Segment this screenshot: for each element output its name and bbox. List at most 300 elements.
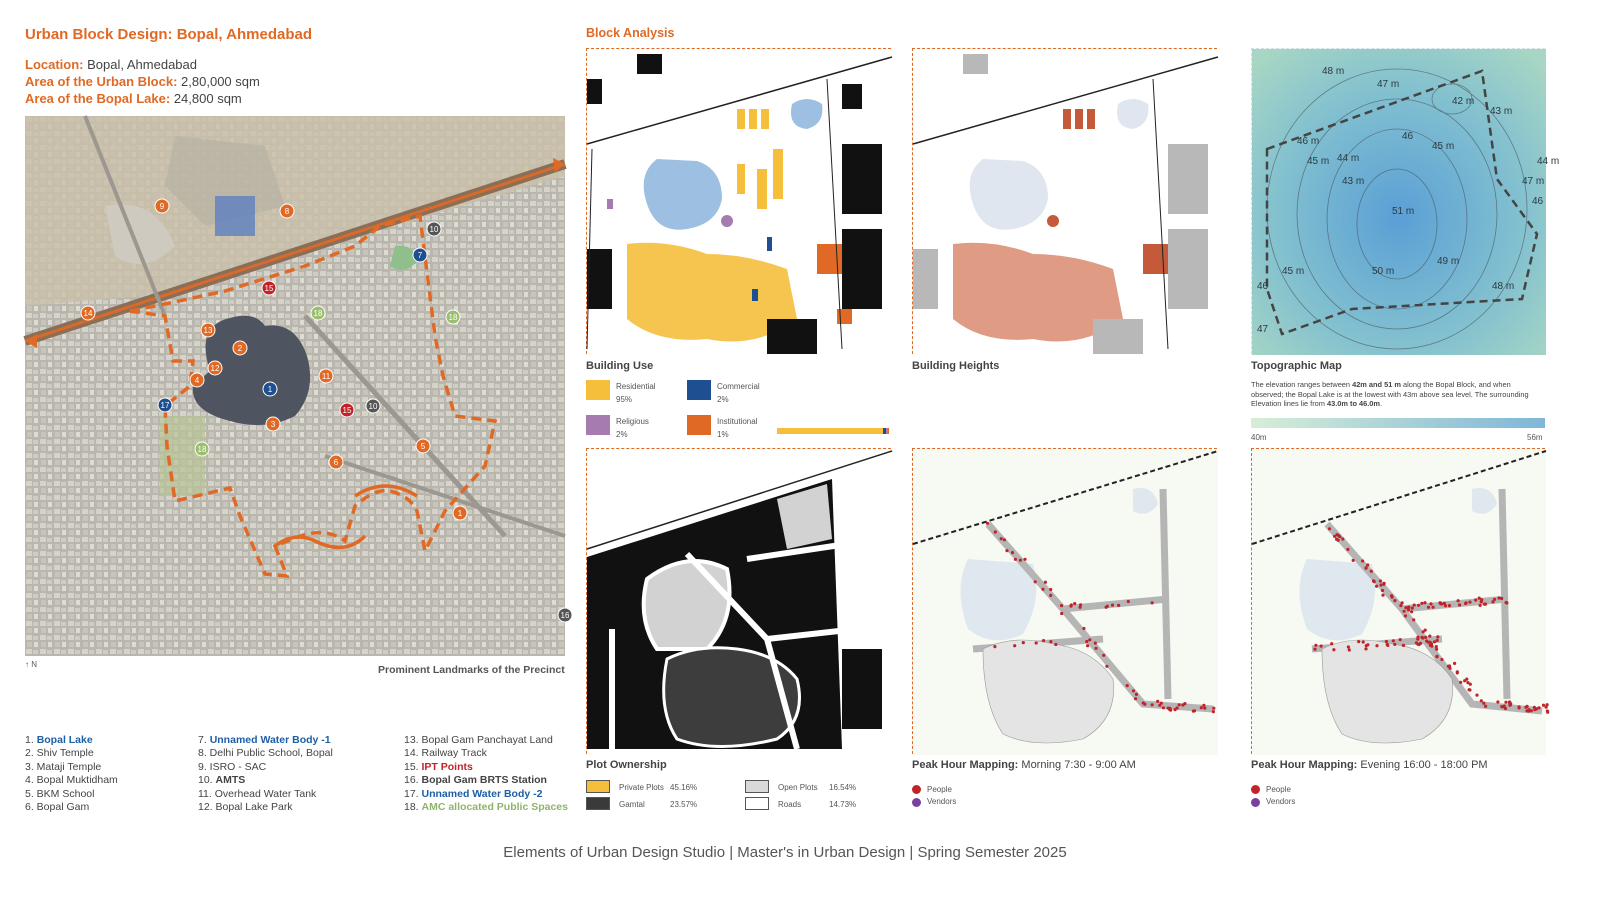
people-point (1429, 641, 1432, 644)
elevation-scale-bar (1251, 418, 1545, 428)
contour-label: 48 m (1492, 281, 1515, 292)
aerial-map-graphic (25, 116, 570, 656)
people-point (1034, 580, 1037, 583)
landmark-marker-18 (311, 306, 325, 320)
people-point (1111, 604, 1114, 607)
people-point (986, 522, 989, 525)
svg-text:1: 1 (267, 385, 273, 394)
people-point (1433, 640, 1436, 643)
people-point (1517, 705, 1520, 708)
svg-text:15: 15 (342, 406, 352, 415)
topographic-graphic (1252, 49, 1560, 355)
people-point (1393, 643, 1396, 646)
svg-text:9: 9 (159, 202, 165, 211)
people-point (1420, 636, 1423, 639)
people-point (1407, 606, 1410, 609)
legend-value: 45.16% (670, 783, 698, 792)
people-point (1463, 679, 1466, 682)
legend-swatch (745, 780, 769, 793)
people-point (1362, 640, 1365, 643)
people-point (1482, 702, 1485, 705)
elevation-scale-min: 40m (1251, 433, 1267, 442)
people-point (1366, 643, 1369, 646)
people-point (1041, 588, 1044, 591)
people-point (1416, 636, 1419, 639)
people-point (1448, 604, 1451, 607)
building-use-bar-segment (888, 428, 889, 434)
landmark-item: 5. BKM School (25, 787, 95, 800)
contour-label: 49 m (1437, 256, 1460, 267)
area-block-label: Area of the Urban Block: (25, 74, 178, 89)
area-lake-label: Area of the Bopal Lake: (25, 91, 171, 106)
people-point (1352, 559, 1355, 562)
building-use-label: Building Use (586, 360, 654, 372)
people-point (1484, 603, 1487, 606)
people-point (1484, 705, 1487, 708)
legend-value: 23.57% (670, 800, 698, 809)
people-point (1439, 602, 1442, 605)
people-point (1505, 601, 1508, 604)
people-point (1338, 535, 1341, 538)
people-point (1402, 644, 1405, 647)
people-point (1178, 703, 1181, 706)
landmark-item: 14. Railway Track (404, 747, 487, 760)
people-point (1542, 704, 1545, 707)
peak-morning-map (912, 448, 1217, 754)
landmark-marker-8 (280, 204, 294, 218)
landmark-item: 8. Delhi Public School, Bopal (198, 747, 333, 760)
people-point (1382, 583, 1385, 586)
people-point (1428, 635, 1431, 638)
people-point (1156, 700, 1159, 703)
svg-text:3: 3 (270, 420, 276, 429)
topographic-label: Topographic Map (1251, 360, 1342, 372)
contour-label: 48 m (1322, 66, 1345, 77)
svg-text:10: 10 (429, 225, 439, 234)
people-point (1005, 549, 1008, 552)
legend-label: Open Plots (778, 783, 818, 792)
people-point (1412, 618, 1415, 621)
people-point (1143, 703, 1146, 706)
topo-desc-post: . (1380, 399, 1383, 408)
people-point (1094, 642, 1097, 645)
people-point (1424, 636, 1427, 639)
people-point (1366, 563, 1369, 566)
legend-label: Residential 95% (616, 382, 656, 404)
people-point (1468, 688, 1471, 691)
people-point (1014, 558, 1017, 561)
building-use-bar (777, 428, 889, 434)
legend-swatch (687, 380, 711, 400)
people-point (1545, 706, 1548, 709)
page-title: Urban Block Design: Bopal, Ahmedabad (25, 26, 312, 43)
people-point (1070, 603, 1073, 606)
landmark-marker-4 (190, 373, 204, 387)
people-point (1042, 639, 1045, 642)
legend-label: Private Plots (619, 783, 664, 792)
people-point (1126, 684, 1129, 687)
landmark-list-col1 (25, 734, 195, 814)
peak-morning-legend (912, 785, 956, 810)
people-point (1459, 681, 1462, 684)
contour-label: 46 m (1297, 136, 1320, 147)
people-point (1386, 643, 1389, 646)
landmark-marker-7 (413, 248, 427, 262)
people-point (1468, 601, 1471, 604)
people-point (1022, 641, 1025, 644)
contour-label: 43 m (1342, 176, 1365, 187)
people-point (1474, 598, 1477, 601)
landmark-marker-13 (201, 323, 215, 337)
people-point (1314, 644, 1317, 647)
people-point (994, 530, 997, 533)
people-point (1436, 635, 1439, 638)
peak-morning-label-rest: Morning 7:30 - 9:00 AM (1021, 759, 1136, 771)
contour-label: 44 m (1537, 156, 1560, 167)
svg-text:2: 2 (237, 344, 243, 353)
people-point (1403, 610, 1406, 613)
people-point (1379, 583, 1382, 586)
plot-ownership-label: Plot Ownership (586, 759, 667, 771)
people-point (1330, 642, 1333, 645)
landmark-marker-14 (81, 306, 95, 320)
people-point (1054, 643, 1057, 646)
landmark-marker-1 (453, 506, 467, 520)
contour-label: 46 (1402, 131, 1414, 142)
people-point (1415, 641, 1418, 644)
people-point (1469, 683, 1472, 686)
landmark-marker-12 (208, 361, 222, 375)
building-use-graphic (587, 49, 892, 355)
topo-desc-mid: along the Bopal Block, and when observed; the Bopal Lake is at the lowest with 43m above sea level. The surrounding Elevation lines lie from (1251, 380, 1529, 408)
landmark-item: 2. Shiv Temple (25, 747, 94, 760)
legend-label: Gamtal (619, 800, 645, 809)
contour-label: 42 m (1452, 96, 1475, 107)
people-point (1444, 604, 1447, 607)
elevation-scale-max: 56m (1527, 433, 1543, 442)
people-point (1203, 707, 1206, 710)
people-point (1357, 640, 1360, 643)
people-point (1202, 704, 1205, 707)
people-point (1320, 645, 1323, 648)
people-point (1527, 708, 1530, 711)
people-point (1200, 706, 1203, 709)
area-lake-line (25, 90, 242, 107)
location-line (25, 56, 197, 73)
landmark-list-col2 (198, 734, 398, 814)
people-point (1341, 537, 1344, 540)
landmark-list-col3 (404, 734, 584, 814)
landmark-item: 10. AMTS (198, 774, 246, 787)
landmark-marker-16 (558, 608, 572, 622)
people-point (1313, 648, 1316, 651)
north-arrow-icon: ↑ N (25, 660, 37, 669)
people-point (1151, 703, 1154, 706)
people-point (1480, 598, 1483, 601)
location-value: Bopal, Ahmedabad (87, 57, 197, 72)
landmark-marker-17 (158, 398, 172, 412)
people-point (1176, 706, 1179, 709)
location-label: Location: (25, 57, 84, 72)
people-point (1361, 559, 1364, 562)
legend-item: Vendors (912, 797, 956, 806)
legend-swatch (745, 797, 769, 810)
legend-swatch (586, 797, 610, 810)
people-point (1346, 548, 1349, 551)
people-point (1160, 702, 1163, 705)
contour-label: 46 (1532, 196, 1544, 207)
people-point (1332, 648, 1335, 651)
legend-label: Commercial 2% (717, 382, 760, 404)
legend-label: Roads (778, 800, 802, 809)
people-point (1391, 596, 1394, 599)
people-point (1435, 645, 1438, 648)
legend-item: Vendors (1251, 797, 1295, 806)
people-point (1102, 654, 1105, 657)
svg-text:18: 18 (448, 313, 458, 322)
contour-label: 50 m (1372, 266, 1395, 277)
peak-evening-label (1251, 759, 1488, 771)
people-point (1457, 599, 1460, 602)
contour-label: 47 m (1522, 176, 1545, 187)
people-point (1422, 630, 1425, 633)
people-point (1401, 601, 1404, 604)
landmark-item: 16. Bopal Gam BRTS Station (404, 774, 547, 787)
people-point (1496, 700, 1499, 703)
people-point (1404, 606, 1407, 609)
peak-morning-label-bold: Peak Hour Mapping: (912, 759, 1019, 771)
people-point (1392, 639, 1395, 642)
people-point (1393, 599, 1396, 602)
svg-text:4: 4 (194, 376, 200, 385)
people-point (1335, 538, 1338, 541)
people-point (1418, 643, 1421, 646)
people-point (1475, 694, 1478, 697)
people-point (1134, 697, 1137, 700)
aerial-map (25, 116, 570, 656)
people-point (1537, 706, 1540, 709)
building-use-bar-segment (777, 428, 883, 434)
landmark-marker-15 (262, 281, 276, 295)
people-point (1193, 709, 1196, 712)
landmark-item: 17. Unnamed Water Body -2 (404, 787, 543, 800)
people-point (1105, 606, 1108, 609)
landmark-marker-2 (233, 341, 247, 355)
people-point (1404, 614, 1407, 617)
people-point (1491, 600, 1494, 603)
landmark-marker-3 (266, 417, 280, 431)
contour-label: 43 m (1490, 106, 1513, 117)
people-point (1448, 667, 1451, 670)
people-point (1073, 602, 1076, 605)
svg-text:8: 8 (284, 207, 290, 216)
topo-desc-range: 42m and 51 m (1352, 380, 1401, 389)
landmark-marker-10 (427, 222, 441, 236)
peak-evening-label-rest: Evening 16:00 - 18:00 PM (1360, 759, 1488, 771)
svg-text:18: 18 (313, 309, 323, 318)
people-point (1504, 701, 1507, 704)
footer-credit: Elements of Urban Design Studio | Master's in Urban Design | Spring Semester 2025 (503, 844, 1067, 861)
people-point (1429, 602, 1432, 605)
peak-morning-graphic (913, 449, 1218, 755)
people-point (1085, 640, 1088, 643)
people-point (1023, 558, 1026, 561)
svg-text:6: 6 (333, 458, 339, 467)
people-point (1013, 644, 1016, 647)
landmark-marker-11 (319, 369, 333, 383)
people-point (1385, 640, 1388, 643)
landmark-item: 11. Overhead Water Tank (198, 787, 317, 800)
people-point (1364, 567, 1367, 570)
contour-label: 47 (1257, 324, 1269, 335)
svg-text:14: 14 (83, 309, 93, 318)
contour-label: 45 m (1282, 266, 1305, 277)
landmark-marker-6 (329, 455, 343, 469)
landmark-marker-18 (195, 442, 209, 456)
landmark-item: 13. Bopal Gam Panchayat Land (404, 734, 553, 746)
people-point (1060, 612, 1063, 615)
people-point (1497, 596, 1500, 599)
contour-label: 44 m (1337, 153, 1360, 164)
people-point (1183, 702, 1186, 705)
legend-label: Religious 2% (616, 417, 649, 439)
people-point (1410, 610, 1413, 613)
landmark-marker-1 (263, 382, 277, 396)
people-point (1435, 648, 1438, 651)
people-point (1479, 604, 1482, 607)
people-point (1044, 581, 1047, 584)
topo-desc-range2: 43.0m to 46.0m (1327, 399, 1380, 408)
svg-text:15: 15 (264, 284, 274, 293)
svg-text:17: 17 (160, 401, 170, 410)
people-point (1168, 708, 1171, 711)
people-point (1399, 638, 1402, 641)
landmark-item: 4. Bopal Muktidham (25, 774, 118, 787)
building-use-map (586, 48, 891, 354)
people-point (1212, 707, 1215, 710)
legend-item: People (1251, 785, 1295, 794)
people-point (1086, 644, 1089, 647)
people-point (1411, 607, 1414, 610)
people-point (1436, 639, 1439, 642)
people-point (1079, 603, 1082, 606)
people-point (1456, 670, 1459, 673)
landmark-item: 6. Bopal Gam (25, 801, 90, 814)
building-heights-map (912, 48, 1217, 354)
people-point (1151, 601, 1154, 604)
people-point (1082, 627, 1085, 630)
people-point (1347, 645, 1350, 648)
people-point (1088, 638, 1091, 641)
topographic-map (1251, 48, 1560, 354)
people-point (1407, 608, 1410, 611)
landmark-marker-18 (446, 310, 460, 324)
landmark-marker-9 (155, 199, 169, 213)
people-point (1423, 601, 1426, 604)
svg-text:12: 12 (210, 364, 220, 373)
topographic-description (1251, 380, 1545, 409)
building-heights-label: Building Heights (912, 360, 1000, 372)
peak-evening-graphic (1252, 449, 1546, 755)
legend-swatch (586, 415, 610, 435)
peak-evening-label-bold: Peak Hour Mapping: (1251, 759, 1358, 771)
people-point (1049, 588, 1052, 591)
people-point (1480, 699, 1483, 702)
legend-swatch (687, 415, 711, 435)
landmark-item: 18. AMC allocated Public Spaces (404, 801, 568, 814)
contour-label: 46 (1257, 281, 1269, 292)
people-point (1035, 641, 1038, 644)
people-point (1503, 705, 1506, 708)
people-point (1375, 585, 1378, 588)
legend-value: 14.73% (829, 800, 857, 809)
people-point (1465, 601, 1468, 604)
people-point (1458, 603, 1461, 606)
peak-morning-label (912, 759, 1136, 771)
people-point (1019, 559, 1022, 562)
people-point (1127, 600, 1130, 603)
plot-ownership-graphic (587, 449, 892, 755)
people-point (1420, 602, 1423, 605)
landmark-item: 15. IPT Points (404, 760, 473, 773)
people-point (1117, 604, 1120, 607)
people-point (1427, 606, 1430, 609)
people-point (1381, 594, 1384, 597)
people-point (1003, 538, 1006, 541)
people-point (1509, 703, 1512, 706)
people-point (1370, 570, 1373, 573)
landmark-item: 12. Bopal Lake Park (198, 801, 293, 814)
svg-text:16: 16 (560, 611, 570, 620)
legend-value: 16.54% (829, 783, 857, 792)
people-point (1375, 644, 1378, 647)
building-heights-graphic (913, 49, 1218, 355)
people-point (1105, 665, 1108, 668)
people-point (1364, 647, 1367, 650)
people-point (1435, 655, 1438, 658)
svg-text:10: 10 (368, 402, 378, 411)
aerial-caption: Prominent Landmarks of the Precinct (378, 664, 565, 676)
people-point (1132, 689, 1135, 692)
peak-evening-legend (1251, 785, 1295, 810)
svg-text:13: 13 (203, 326, 213, 335)
svg-text:1: 1 (457, 509, 463, 518)
people-point (993, 645, 996, 648)
landmark-item: 1. Bopal Lake (25, 734, 93, 746)
people-point (1381, 589, 1384, 592)
people-point (1379, 579, 1382, 582)
people-point (1011, 551, 1014, 554)
people-point (1049, 594, 1052, 597)
peak-evening-map (1251, 448, 1545, 754)
people-point (1453, 662, 1456, 665)
people-point (1526, 705, 1529, 708)
people-point (1546, 711, 1549, 714)
landmark-item: 7. Unnamed Water Body -1 (198, 734, 331, 746)
block-analysis-title: Block Analysis (586, 26, 675, 40)
people-point (1328, 527, 1331, 530)
plot-ownership-map (586, 448, 891, 754)
svg-text:7: 7 (417, 251, 423, 260)
area-lake-value: 24,800 sqm (173, 91, 242, 106)
people-point (1432, 606, 1435, 609)
contour-label: 51 m (1392, 206, 1415, 217)
contour-label: 47 m (1377, 79, 1400, 90)
people-point (1373, 580, 1376, 583)
people-point (1440, 658, 1443, 661)
topo-desc-pre: The elevation ranges between (1251, 380, 1353, 389)
people-point (1413, 604, 1416, 607)
